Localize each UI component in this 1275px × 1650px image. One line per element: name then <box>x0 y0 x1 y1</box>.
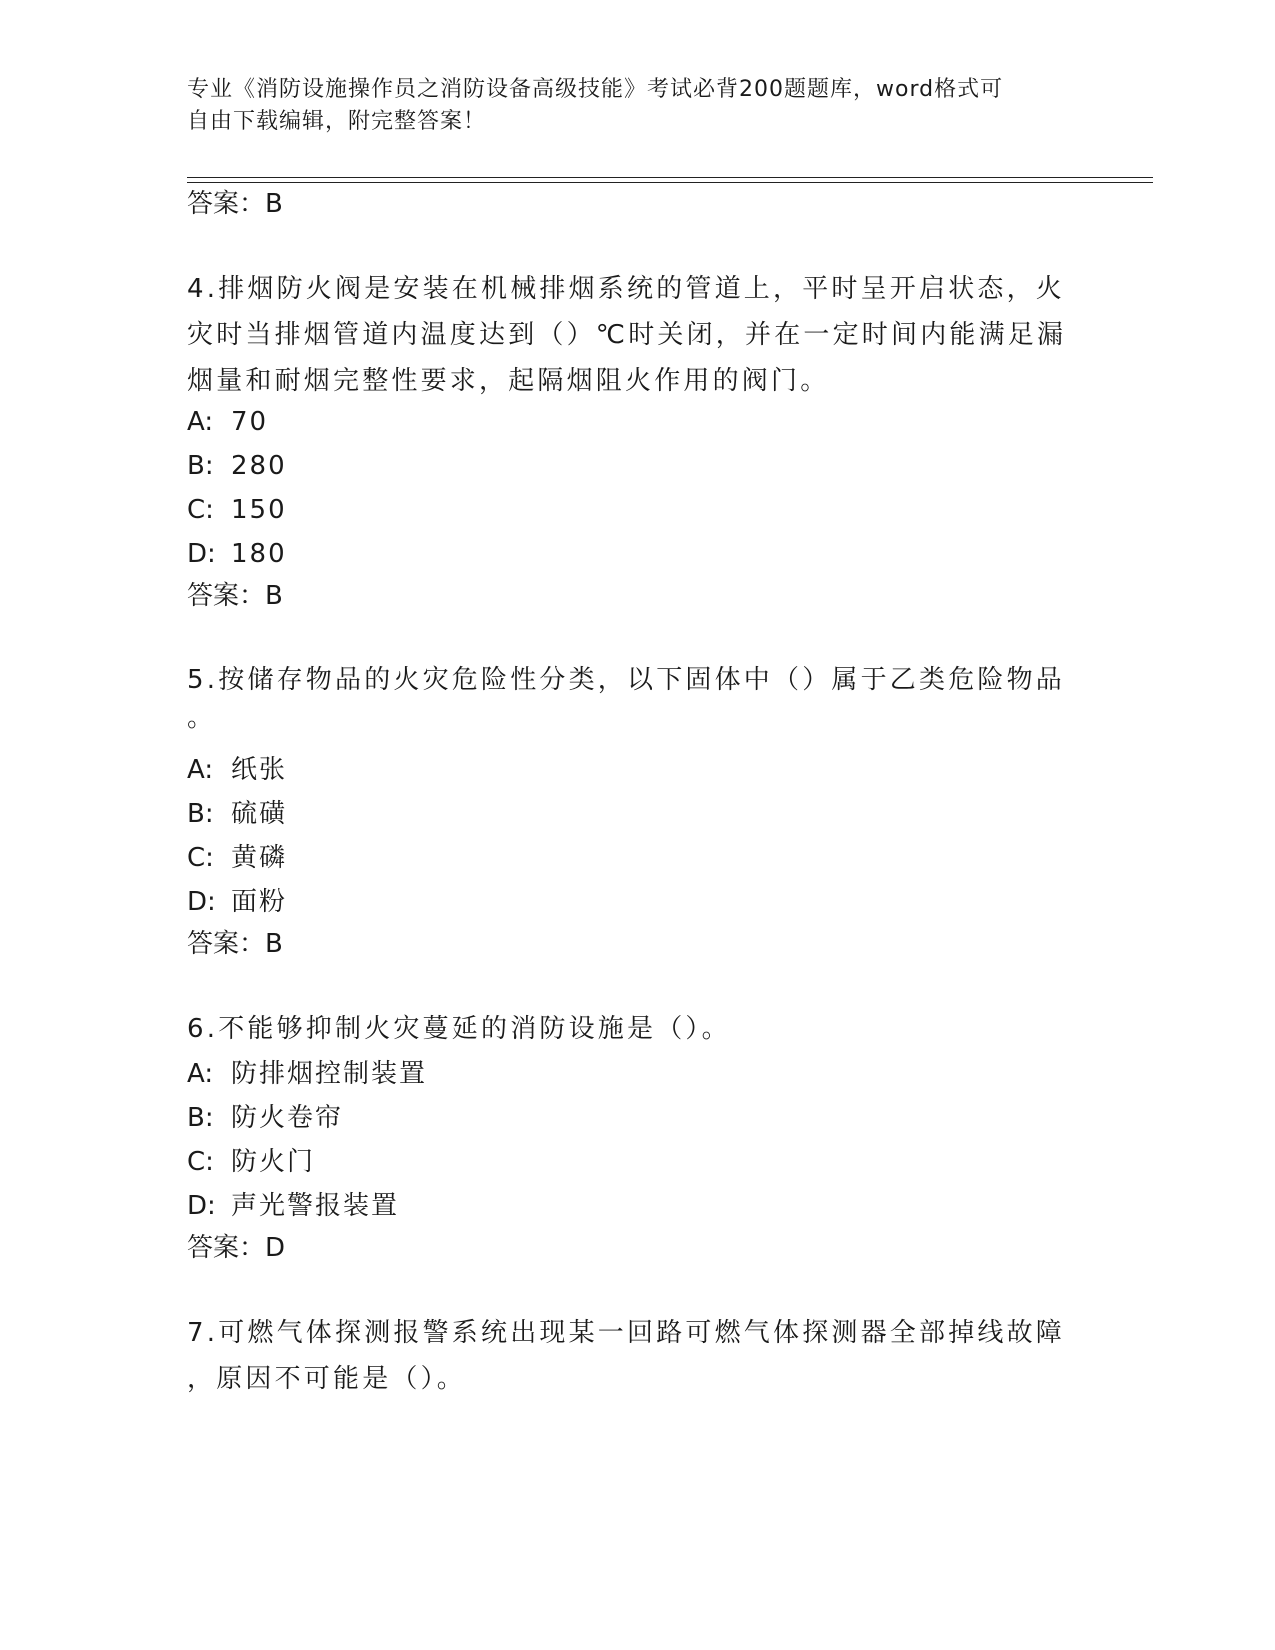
question-line: 。 <box>187 703 217 733</box>
option-text: 纸张 <box>231 755 288 785</box>
option-letter: D: <box>187 539 216 569</box>
option-d <box>187 1190 399 1222</box>
question-line: 7.可燃气体探测报警系统出现某一回路可燃气体探测器全部掉线故障 <box>187 1318 1066 1348</box>
question-line: 6.不能够抑制火灾蔓延的消防设施是（）。 <box>187 1014 731 1044</box>
option-letter: A: <box>187 407 214 437</box>
option-text: 280 <box>231 451 287 481</box>
option-text: 180 <box>231 539 287 569</box>
header-line-1: 专业《消防设施操作员之消防设备高级技能》考试必背200题题库，word格式可 <box>187 77 1004 102</box>
option-text: 面粉 <box>231 887 288 917</box>
option-text: 70 <box>231 407 269 437</box>
answer-6: 答案：D <box>187 1233 286 1263</box>
question-4 <box>187 266 1067 404</box>
answer-previous: 答案：B <box>187 189 283 219</box>
option-text: 硫磺 <box>231 799 288 829</box>
option-letter: A: <box>187 755 214 785</box>
document-header <box>187 74 1087 138</box>
option-b <box>187 450 287 482</box>
option-letter: B: <box>187 451 214 481</box>
option-letter: D: <box>187 1191 216 1221</box>
question-5 <box>187 657 1067 733</box>
answer-4: 答案：B <box>187 581 283 611</box>
option-a <box>187 406 268 438</box>
option-text: 150 <box>231 495 287 525</box>
question-line: 4.排烟防火阀是安装在机械排烟系统的管道上，平时呈开启状态，火 <box>187 274 1066 304</box>
option-letter: C: <box>187 495 214 525</box>
option-letter: A: <box>187 1059 214 1089</box>
option-c <box>187 1146 315 1178</box>
option-letter: D: <box>187 887 216 917</box>
question-line: 5.按储存物品的火灾危险性分类，以下固体中（）属于乙类危险物品 <box>187 665 1066 695</box>
option-text: 黄磷 <box>231 843 288 873</box>
option-b <box>187 1102 343 1134</box>
option-letter: B: <box>187 799 214 829</box>
option-letter: C: <box>187 1147 214 1177</box>
option-text: 防火门 <box>231 1147 316 1177</box>
option-d <box>187 538 287 570</box>
header-line-2: 自由下载编辑，附完整答案！ <box>187 109 487 134</box>
option-letter: B: <box>187 1103 214 1133</box>
answer-5: 答案：B <box>187 929 283 959</box>
option-letter: C: <box>187 843 214 873</box>
option-d <box>187 886 287 918</box>
header-divider-bottom <box>187 182 1153 183</box>
question-line: ，原因不可能是（）。 <box>187 1364 467 1394</box>
header-divider-top <box>187 177 1153 178</box>
option-a <box>187 754 287 786</box>
option-b <box>187 798 287 830</box>
question-line: 烟量和耐烟完整性要求，起隔烟阻火作用的阀门。 <box>187 366 830 396</box>
option-text: 防排烟控制装置 <box>231 1059 428 1089</box>
option-c <box>187 842 287 874</box>
option-c <box>187 494 287 526</box>
option-text: 防火卷帘 <box>231 1103 344 1133</box>
option-a <box>187 1058 427 1090</box>
question-6 <box>187 1006 1067 1052</box>
question-line: 灾时当排烟管道内温度达到（）℃时关闭，并在一定时间内能满足漏 <box>187 320 1067 350</box>
question-7 <box>187 1310 1067 1402</box>
option-text: 声光警报装置 <box>231 1191 400 1221</box>
